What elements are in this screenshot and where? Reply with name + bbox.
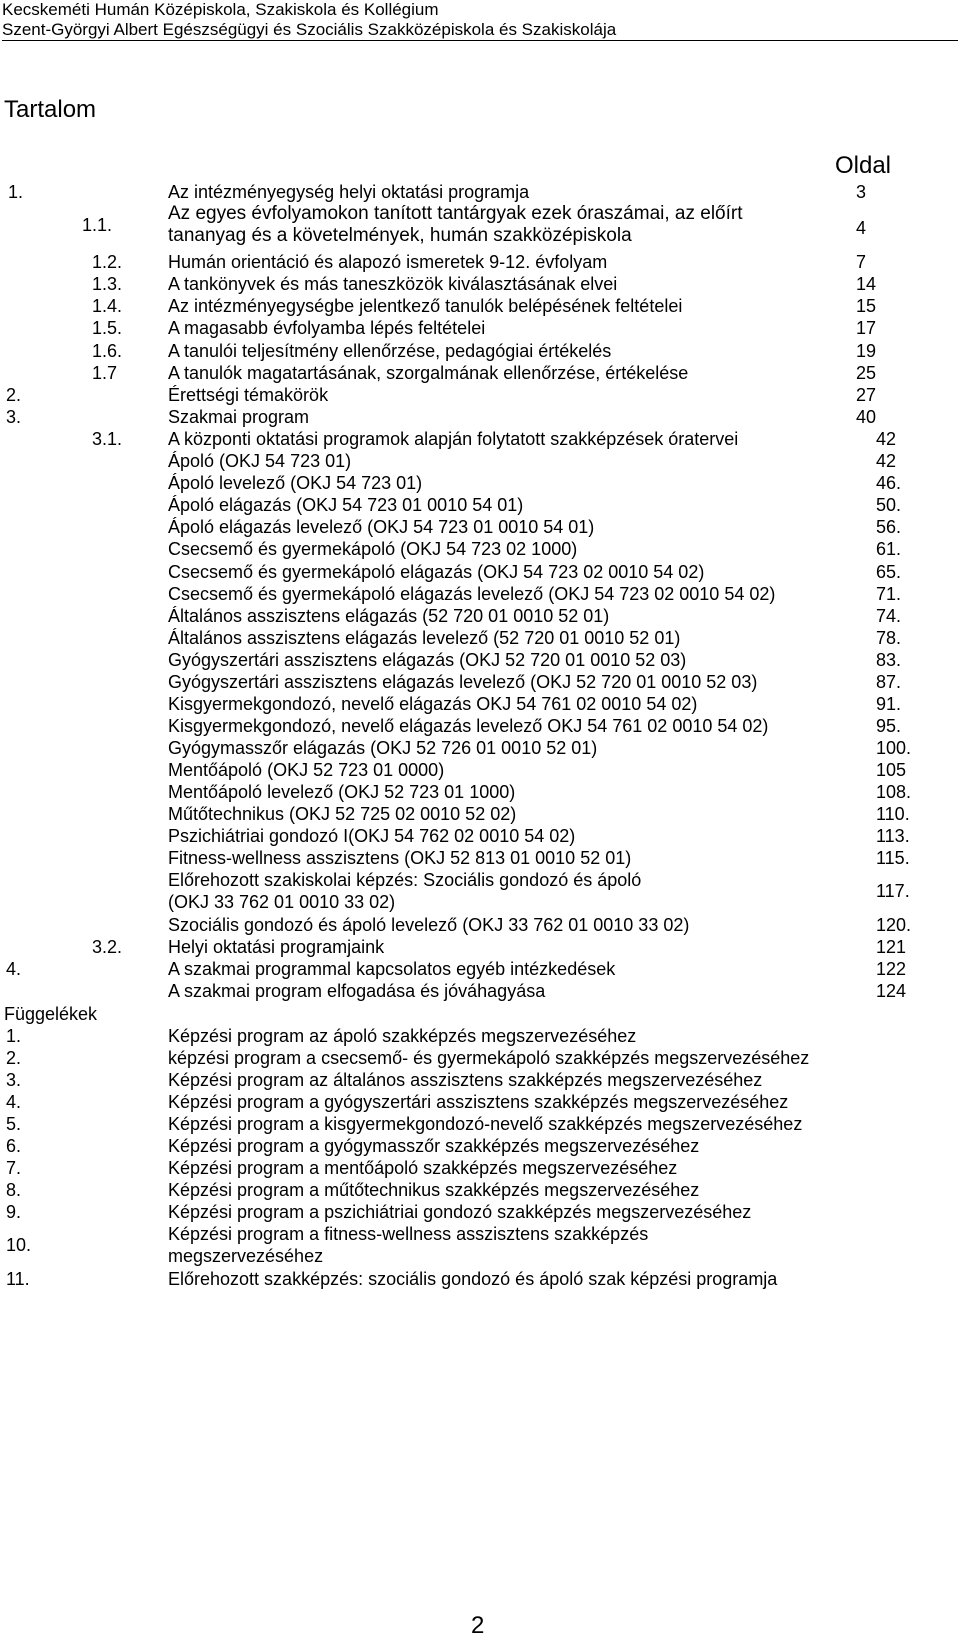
appendix-text: Képzési program a kisgyermekgondozó-nevelő szakképzés megszervezéséhez: [168, 1114, 803, 1134]
appendix-number: 1.: [6, 1026, 22, 1046]
toc-page: 78.: [876, 628, 902, 648]
appendix-text: Képzési program a gyógymasszőr szakképzés megszervezéséhez: [168, 1136, 700, 1156]
appendix-number: 3.: [6, 1070, 22, 1090]
toc-page: 27: [856, 385, 877, 405]
table-of-contents: 1. Az intézményegység helyi oktatási programja 3 1.1. Az egyes évfolyamokon tanított tantárgyak ezek óraszámai, az előírt tananyag és a követelmények, humán szakközépiskola 4 1.2. Humán orientáció és alapozó ismeretek 9-12. évfolyam 7 1.3. A tankönyvek és más taneszközök kiválasztásának elvei 14 1.4. Az intézményegységbe jelentkező tanulók belépésének feltételei 15 1.5. A magasabb évfolyamba lépés feltételei 17 1.6. A tanulói teljesítmény ellenőrzése, pedagógiai értékelés 19 1.7 A tanulók magatartásának, szorgalmának ellenőrzése, értékelése 25 2. Érettségi témakörök 27 3. Szakmai program 40 3.1. A központi oktatási programok alapján folytatott szakképzések óratervei 42 Ápoló (OKJ 54 723 01) 42 Ápoló levelező (OKJ 54 723 01) 46. Ápoló elágazás (OKJ 54 723 01 0010 54 01) 50. Ápoló elágazás levelező (OKJ 54 723 01 0010 54 01) 56. Csecsemő és gyermekápoló (OKJ 54 723 02 1000) 61. Csecsemő és gyermekápoló elágazás (OKJ 54 723 02 0010 54 02) 65. Csecsemő és gyermekápoló elágazás levelező (OKJ 54 723 02 0010 54 02) 71. Általános asszisztens elágazás (52 720 01 0010 52 01) 74. Általános asszisztens elágazás levelező (52 720 01 0010 52 01) 78. Gyógyszertári asszisztens elágazás (OKJ 52 720 01 0010 52 03) 83. Gyógyszertári asszisztens elágazás levelező (OKJ 52 720 01 0010 52 03) 87. Kisgyermekgondozó, nevelő elágazás OKJ 54 761 02 0010 54 02) 91. Kisgyermekgondozó, nevelő elágazás levelező OKJ 54 761 02 0010 54 02) 95. Gyógymasszőr elágazás (OKJ 52 726 01 0010 52 01) 100. Mentőápoló (OKJ 52 723 01 0000) 105 Mentőápoló levelező (OKJ 52 723 01 1000) 108. Műtőtechnikus (OKJ 52 725 02 0010 52 02) 110. Pszichiátriai gondozó I(OKJ 54 762 02 0010 54 02) 113. Fitness-wellness asszisztens (OKJ 52 813 01 0010 52 01) 115. Előrehozott szakiskolai képzés: Szociális gondozó és ápoló (OKJ 33 762 01 0010 33 02) 117. Szociális gondozó és ápoló levelező (OKJ 33 762 01 0010 33 02) 120. 3.2. Helyi oktatási programjaink 121 4. A szakmai programmal kapcsolatos egyéb intézkedések 122 A szakmai program elfogadása és jóváhagyása 124 Függelékek 1. Képzési program az ápoló szakképzés megszervezéséhez 2. képzési program a csecsemő- és gyermekápoló szakképzés megszervezéséhez 3. Képzési program az általános asszisztens szakképzés megszervezéséhez 4. Képzési program a gyógyszertári asszisztens szakképzés megszervezéséhez 5. Képzési program a kisgyermekgondozó-nevelő szakképzés megszervezéséhez 6. Képzési program a gyógymasszőr szakképzés megszervezéséhez 7. Képzési program a mentőápoló szakképzés megszervezéséhez 8. Képzési program a műtőtechnikus szakképzés megszervezéséhez 9. Képzési program a pszichiátriai gondozó szakképzés megszervezéséhez 10. Képzési program a fitness-wellness asszisztens szakképzés megszervezéséhez 11. Előrehozott szakképzés: szociális gondozó és ápoló szak képzési programja: [0, 0, 960, 1641]
toc-page: 4: [856, 218, 867, 238]
toc-row: [0, 203, 960, 247]
toc-number: 3.: [6, 407, 22, 427]
toc-number: 1.2.: [92, 252, 123, 272]
appendix-number: 11.: [6, 1269, 30, 1289]
toc-text: Az intézményegységbe jelentkező tanulók belépésének feltételei: [168, 296, 683, 316]
toc-text: Műtőtechnikus (OKJ 52 725 02 0010 52 02): [168, 804, 517, 824]
toc-page: 115.: [876, 848, 910, 868]
toc-text: Az egyes évfolyamokon tanított tantárgyak ezek óraszámai, az előírt: [168, 203, 743, 224]
toc-page: 46.: [876, 473, 902, 493]
toc-text: Ápoló elágazás levelező (OKJ 54 723 01 0010 54 01): [168, 517, 595, 537]
toc-number: 1.3.: [92, 274, 123, 294]
appendix-text: Képzési program az általános asszisztens szakképzés megszervezéséhez: [168, 1070, 763, 1090]
appendix-text: Képzési program a pszichiátriai gondozó szakképzés megszervezéséhez: [168, 1202, 752, 1222]
appendix-number: 10.: [6, 1235, 32, 1255]
toc-text: A magasabb évfolyamba lépés feltételei: [168, 318, 486, 338]
appendix-text: Képzési program a mentőápoló szakképzés megszervezéséhez: [168, 1158, 678, 1178]
toc-page: 42: [876, 429, 897, 449]
toc-number: 3.2.: [92, 937, 123, 957]
toc-page: 117.: [876, 881, 910, 901]
toc-row: [0, 869, 960, 913]
appendix-text: Előrehozott szakképzés: szociális gondozó és ápoló szak képzési programja: [168, 1269, 778, 1289]
appendix-text: Képzési program a fitness-wellness asszisztens szakképzés: [168, 1224, 649, 1244]
toc-page: 124: [876, 981, 907, 1001]
toc-page: 17: [856, 318, 877, 338]
page-column-label: Oldal: [834, 152, 891, 179]
toc-text: Általános asszisztens elágazás levelező (52 720 01 0010 52 01): [168, 628, 681, 648]
toc-text: Fitness-wellness asszisztens (OKJ 52 813 01 0010 52 01): [168, 848, 632, 868]
toc-number: 1.4.: [92, 296, 123, 316]
toc-page: 120.: [876, 915, 912, 935]
toc-text: A központi oktatási programok alapján folytatott szakképzések óratervei: [168, 429, 739, 449]
appendix-row: [0, 1223, 960, 1267]
header-line-2: Szent-Györgyi Albert Egészségügyi és Szociális Szakközépiskola és Szakiskolája: [2, 20, 617, 39]
toc-number: 4.: [6, 959, 22, 979]
toc-page: 121: [876, 937, 907, 957]
toc-text: Ápoló levelező (OKJ 54 723 01): [168, 473, 423, 493]
toc-number: 1.: [8, 182, 24, 202]
toc-page: 105: [876, 760, 907, 780]
toc-number: 1.6.: [92, 341, 123, 361]
page-number: 2: [471, 1612, 485, 1639]
appendix-text-continued: megszervezéséhez: [168, 1246, 324, 1266]
appendix-number: 2.: [6, 1048, 22, 1068]
toc-text: Előrehozott szakiskolai képzés: Szociális gondozó és ápoló: [168, 870, 642, 890]
toc-text: Ápoló (OKJ 54 723 01): [168, 451, 352, 471]
appendix-number: 7.: [6, 1158, 22, 1178]
toc-page: 15: [856, 296, 877, 316]
toc-page: 83.: [876, 650, 902, 670]
toc-number: 1.7: [92, 363, 118, 383]
toc-text: A tanulók magatartásának, szorgalmának ellenőrzése, értékelése: [168, 363, 689, 383]
toc-text: Ápoló elágazás (OKJ 54 723 01 0010 54 01): [168, 495, 524, 515]
toc-page: 108.: [876, 782, 912, 802]
toc-text-continued: tananyag és a követelmények, humán szakközépiskola: [168, 225, 632, 246]
toc-text: Csecsemő és gyermekápoló (OKJ 54 723 02 1000): [168, 539, 578, 559]
toc-text: Általános asszisztens elágazás (52 720 01 0010 52 01): [168, 606, 610, 626]
toc-text: Mentőápoló levelező (OKJ 52 723 01 1000): [168, 782, 516, 802]
toc-page: 25: [856, 363, 877, 383]
toc-text: A szakmai programmal kapcsolatos egyéb intézkedések: [168, 959, 616, 979]
toc-page: 19: [856, 341, 877, 361]
page-title: Tartalom: [4, 96, 97, 123]
toc-page: 56.: [876, 517, 902, 537]
toc-text: Szociális gondozó és ápoló levelező (OKJ 33 762 01 0010 33 02): [168, 915, 690, 935]
toc-page: 100.: [876, 738, 912, 758]
toc-page: 122: [876, 959, 907, 979]
toc-page: 91.: [876, 694, 902, 714]
toc-text: Érettségi témakörök: [168, 385, 329, 405]
toc-page: 113.: [876, 826, 910, 846]
toc-number: 1.5.: [92, 318, 123, 338]
appendix-text: képzési program a csecsemő- és gyermekápoló szakképzés megszervezéséhez: [168, 1048, 810, 1068]
toc-text: Gyógymasszőr elágazás (OKJ 52 726 01 0010 52 01): [168, 738, 598, 758]
toc-text: Szakmai program: [168, 407, 310, 427]
toc-text: Humán orientáció és alapozó ismeretek 9-12. évfolyam: [168, 252, 608, 272]
toc-text: Helyi oktatási programjaink: [168, 937, 385, 957]
toc-page: 74.: [876, 606, 902, 626]
toc-text-continued: (OKJ 33 762 01 0010 33 02): [168, 892, 396, 912]
toc-page: 65.: [876, 562, 902, 582]
toc-text: A tanulói teljesítmény ellenőrzése, pedagógiai értékelés: [168, 341, 612, 361]
toc-page: 50.: [876, 495, 902, 515]
toc-number: 2.: [6, 385, 22, 405]
toc-text: Pszichiátriai gondozó I(OKJ 54 762 02 0010 54 02): [168, 826, 576, 846]
toc-page: 40: [856, 407, 877, 427]
toc-text: Kisgyermekgondozó, nevelő elágazás levelező OKJ 54 761 02 0010 54 02): [168, 716, 769, 736]
toc-page: 95.: [876, 716, 902, 736]
toc-text: Csecsemő és gyermekápoló elágazás (OKJ 54 723 02 0010 54 02): [168, 562, 705, 582]
appendix-number: 8.: [6, 1180, 22, 1200]
toc-text: Csecsemő és gyermekápoló elágazás levelező (OKJ 54 723 02 0010 54 02): [168, 584, 776, 604]
toc-number: 1.1.: [82, 215, 113, 235]
toc-text: Mentőápoló (OKJ 52 723 01 0000): [168, 760, 445, 780]
appendix-text: Képzési program a műtőtechnikus szakképzés megszervezéséhez: [168, 1180, 700, 1200]
toc-page: 87.: [876, 672, 902, 692]
toc-page: 14: [856, 274, 877, 294]
toc-text: Az intézményegység helyi oktatási programja: [168, 182, 530, 202]
appendix-text: Képzési program a gyógyszertári asszisztens szakképzés megszervezéséhez: [168, 1092, 789, 1112]
toc-text: A szakmai program elfogadása és jóváhagyása: [168, 981, 546, 1001]
toc-page: 42: [876, 451, 897, 471]
toc-text: Kisgyermekgondozó, nevelő elágazás OKJ 54 761 02 0010 54 02): [168, 694, 698, 714]
header-line-1: Kecskeméti Humán Középiskola, Szakiskola és Kollégium: [2, 0, 439, 19]
appendix-number: 9.: [6, 1202, 22, 1222]
toc-page: 71.: [876, 584, 902, 604]
toc-page: 7: [856, 252, 867, 272]
toc-number: 3.1.: [92, 429, 123, 449]
appendix-number: 6.: [6, 1136, 22, 1156]
toc-text: Gyógyszertári asszisztens elágazás (OKJ 52 720 01 0010 52 03): [168, 650, 687, 670]
appendix-text: Képzési program az ápoló szakképzés megszervezéséhez: [168, 1026, 637, 1046]
appendix-number: 5.: [6, 1114, 22, 1134]
toc-page: 3: [856, 182, 867, 202]
toc-page: 110.: [876, 804, 910, 824]
appendix-number: 4.: [6, 1092, 22, 1112]
toc-text: A tankönyvek és más taneszközök kiválasztásának elvei: [168, 274, 618, 294]
toc-page: 61.: [876, 539, 902, 559]
toc-text: Gyógyszertári asszisztens elágazás levelező (OKJ 52 720 01 0010 52 03): [168, 672, 758, 692]
